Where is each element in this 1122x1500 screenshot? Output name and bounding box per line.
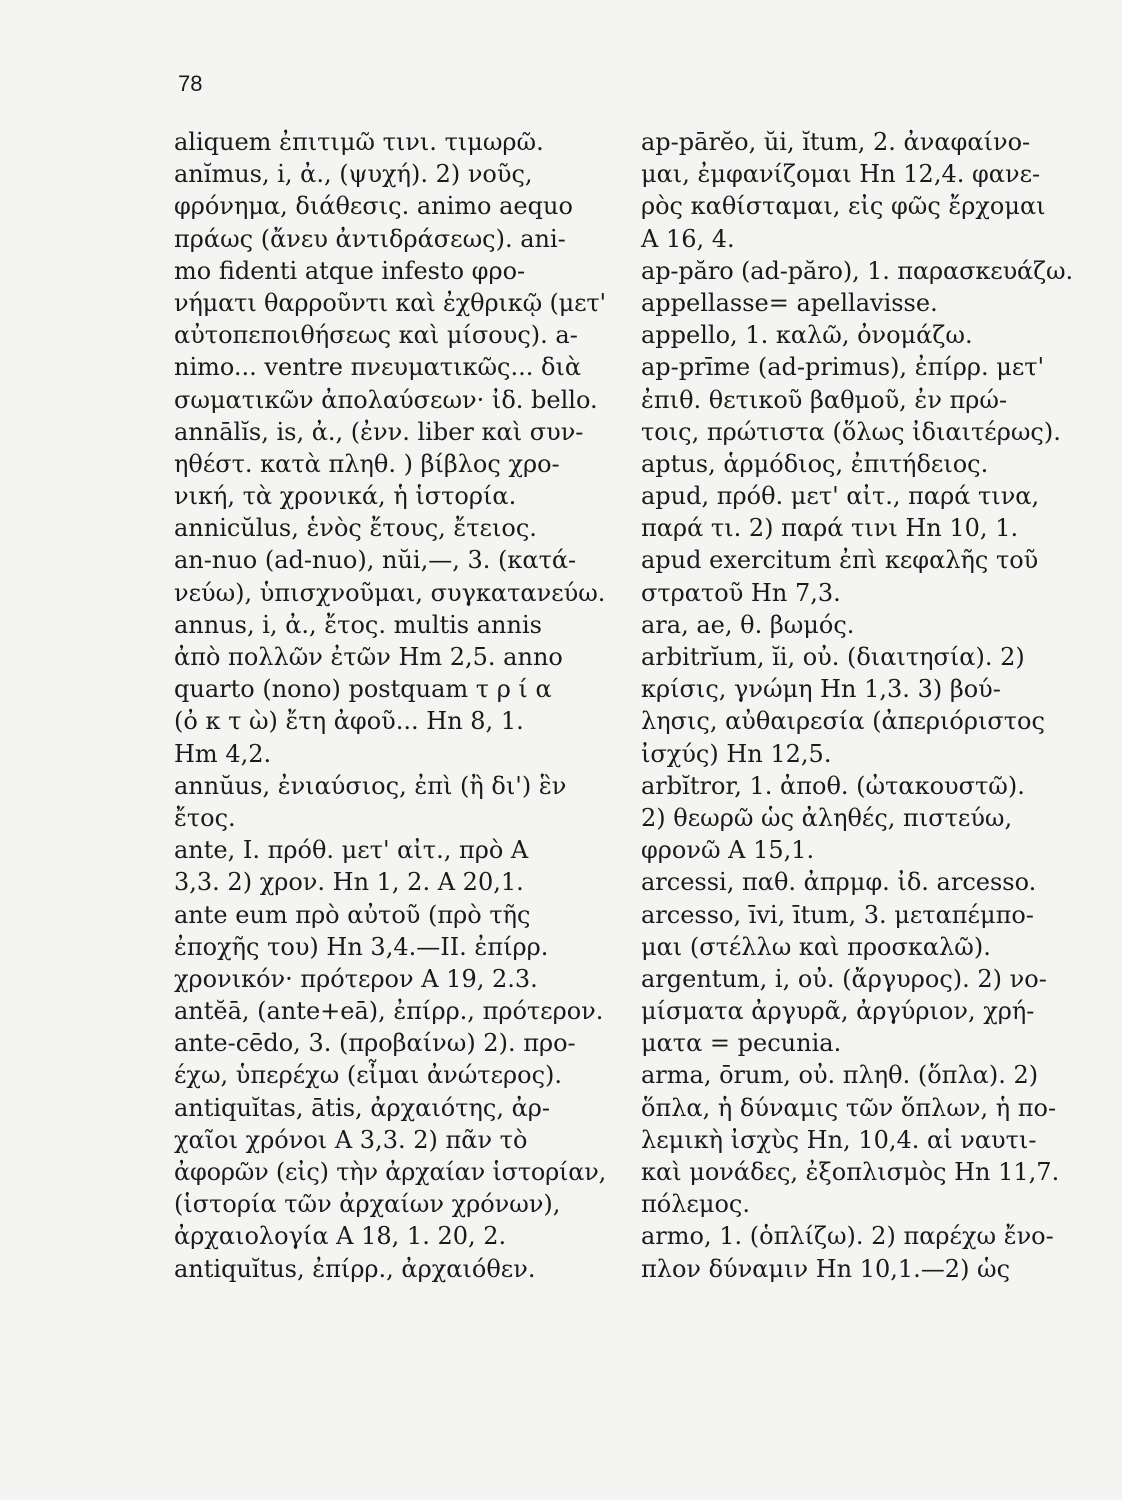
entry-line: arbĭtror, 1. ἀποθ. (ὠτακουστῶ). bbox=[641, 771, 1025, 800]
entry-line: quarto (nono) postquam τ ρ ί α bbox=[174, 675, 552, 704]
entry-line: κρίσις, γνώμη Hn 1,3. 3) βού- bbox=[641, 675, 1001, 704]
entry-line: appellasse= apellavisse. bbox=[641, 288, 938, 317]
entry-line: ante-cēdo, 3. (προβαίνω) 2). προ- bbox=[174, 1029, 576, 1058]
entry-line: τοις, πρώτιστα (ὅλως ἰδιαιτέρως). bbox=[641, 417, 1061, 446]
entry-line: 2) θεωρῶ ὡς ἀληθές, πιστεύω, bbox=[641, 803, 1013, 832]
entry-line: καὶ μονάδες, ἐξοπλισμὸς Hn 11,7. bbox=[641, 1158, 1060, 1186]
page-number: 78 bbox=[178, 71, 203, 96]
entry-line: (ἱστορία τῶν ἀρχαίων χρόνων), bbox=[174, 1190, 561, 1219]
entry-line: έχω, ὑπερέχω (εἶμαι ἀνώτερος). bbox=[174, 1061, 563, 1090]
entry-line: χαῖοι χρόνοι A 3,3. 2) πᾶν τὸ bbox=[174, 1125, 528, 1154]
entry-line: ὅπλα, ἡ δύναμις τῶν ὅπλων, ἡ πο- bbox=[641, 1093, 1057, 1122]
entry-line: antiquĭtas, ātis, ἀρχαιότης, ἀρ- bbox=[174, 1093, 551, 1122]
entry-line: νήματι θαρροῦντι καὶ ἐχθρικῷ (μετ' bbox=[174, 288, 607, 317]
entry-line: πόλεμος. bbox=[641, 1190, 750, 1219]
entry-line: arcessi, παθ. ἀπρμφ. ἰδ. arcesso. bbox=[641, 868, 1037, 897]
entry-line: ap-pārĕo, ŭi, ĭtum, 2. ἀναφαίνο- bbox=[641, 128, 1031, 156]
entry-line: μαι, ἐμφανίζομαι Hn 12,4. φανε- bbox=[641, 160, 1041, 189]
entry-line: ἐποχῆς του) Hn 3,4.—II. ἐπίρρ. bbox=[174, 932, 549, 961]
entry-line: λησις, αὐθαιρεσία (ἀπεριόριστος bbox=[641, 707, 1045, 736]
entry-line: armo, 1. (ὁπλίζω). 2) παρέχω ἔνο- bbox=[641, 1222, 1054, 1251]
entry-line: φρόνημα, διάθεσις. animo aequo bbox=[174, 192, 573, 221]
entry-line: annālĭs, is, ἀ., (ἐνν. liber καὶ συν- bbox=[174, 417, 584, 446]
entry-line: ap-păro (ad-păro), 1. παρασκευάζω. bbox=[641, 256, 1073, 285]
entry-line: νεύω), ὑπισχνοῦμαι, συγκατανεύω. bbox=[174, 578, 606, 607]
entry-line: παρά τι. 2) παρά τινι Hn 10, 1. bbox=[641, 514, 1019, 543]
entry-line: χρονικόν· πρότερον A 19, 2.3. bbox=[174, 964, 538, 993]
right-dictionary-column bbox=[641, 126, 1073, 1285]
entry-line: ap-prīme (ad-primus), ἐπίρρ. μετ' bbox=[641, 353, 1045, 382]
entry-line: arma, ōrum, οὐ. πληθ. (ὅπλα). 2) bbox=[641, 1061, 1039, 1090]
entry-line: antĕā, (ante+eā), ἐπίρρ., πρότερον. bbox=[174, 997, 604, 1026]
entry-line: antiquĭtus, ἐπίρρ., ἀρχαιόθεν. bbox=[174, 1254, 536, 1283]
entry-line: apud exercitum ἐπὶ κεφαλῆς τοῦ bbox=[641, 546, 1039, 575]
entry-line: aliquem ἐπιτιμῶ τινι. τιμωρῶ. bbox=[174, 128, 544, 156]
entry-line: 3,3. 2) χρον. Hn 1, 2. A 20,1. bbox=[174, 868, 524, 897]
entry-line: arbitrĭum, ĭi, οὐ. (διαιτησία). 2) bbox=[641, 643, 1025, 671]
entry-line: ἀρχαιολογία A 18, 1. 20, 2. bbox=[174, 1222, 507, 1251]
entry-line: Hm 4,2. bbox=[174, 739, 272, 768]
entry-line: ante, I. πρόθ. μετ' αἰτ., πρὸ A bbox=[174, 836, 529, 865]
entry-line: argentum, i, οὐ. (ἄργυρος). 2) νο- bbox=[641, 964, 1047, 993]
entry-line: mo fidenti atque infesto φρο- bbox=[174, 256, 526, 285]
entry-line: annus, i, ἀ., ἔτος. multis annis bbox=[174, 610, 542, 639]
entry-line: an-nuo (ad-nuo), nŭi,—, 3. (κατά- bbox=[174, 546, 577, 575]
entry-line: nimo... ventre πνευματικῶς... διὰ bbox=[174, 353, 582, 382]
entry-line: annicŭlus, ἑνὸς ἔτους, ἔτειος. bbox=[174, 514, 537, 543]
entry-line: arcesso, īvi, ītum, 3. μεταπέμπο- bbox=[641, 900, 1034, 929]
entry-line: μαι (στέλλω καὶ προσκαλῶ). bbox=[641, 932, 991, 961]
entry-line: μίσματα ἀργυρᾶ, ἀργύριον, χρή- bbox=[641, 997, 1035, 1026]
entry-line: ἰσχύς) Hn 12,5. bbox=[641, 739, 832, 768]
entry-line: (ὀ κ τ ὼ) ἔτη ἀφοῦ... Hn 8, 1. bbox=[174, 707, 524, 736]
entry-line: νική, τὰ χρονικά, ἡ ἱστορία. bbox=[174, 482, 517, 511]
entry-line: ρὸς καθίσταμαι, εἰς φῶς ἔρχομαι bbox=[641, 192, 1046, 221]
entry-line: ἐπιθ. θετικοῦ βαθμοῦ, ἐν πρώ- bbox=[641, 385, 1008, 414]
entry-line: ἔτος. bbox=[174, 803, 236, 832]
entry-line: φρονῶ A 15,1. bbox=[641, 836, 815, 865]
entry-line: anĭmus, i, ἀ., (ψυχή). 2) νοῦς, bbox=[174, 160, 533, 189]
entry-line: annŭus, ἐνιαύσιος, ἐπὶ (ἢ δι') ἓν bbox=[174, 771, 567, 800]
entry-line: ἀφορῶν (εἰς) τὴν ἀρχαίαν ἱστορίαν, bbox=[174, 1158, 606, 1186]
entry-line: A 16, 4. bbox=[641, 224, 735, 253]
entry-line: ante eum πρὸ αὐτοῦ (πρὸ τῆς bbox=[174, 900, 531, 929]
entry-line: ηθέστ. κατὰ πληθ. ) βίβλος χρο- bbox=[174, 449, 560, 478]
entry-line: στρατοῦ Hn 7,3. bbox=[641, 578, 841, 607]
entry-line: λεμικὴ ἰσχὺς Hn, 10,4. αἱ ναυτι- bbox=[641, 1125, 1037, 1154]
entry-line: σωματικῶν ἀπολαύσεων· ἰδ. bello. bbox=[174, 385, 598, 414]
entry-line: πλον δύναμιν Hn 10,1.—2) ὡς bbox=[641, 1254, 1011, 1283]
entry-line: apud, πρόθ. μετ' αἰτ., παρά τινα, bbox=[641, 482, 1040, 511]
entry-line: appello, 1. καλῶ, ὀνομάζω. bbox=[641, 321, 973, 350]
entry-line: aptus, ἁρμόδιος, ἐπιτήδειος. bbox=[641, 449, 989, 478]
entry-line: ara, ae, θ. βωμός. bbox=[641, 610, 855, 639]
entry-line: αὐτοπεποιθήσεως καὶ μίσους). a- bbox=[174, 321, 578, 350]
entry-line: πράως (ἄνευ ἀντιδράσεως). ani- bbox=[174, 224, 566, 253]
entry-line: ματα = pecunia. bbox=[641, 1029, 842, 1058]
left-dictionary-column bbox=[174, 126, 606, 1285]
entry-line: ἀπὸ πολλῶν ἐτῶν Hm 2,5. anno bbox=[174, 643, 563, 671]
